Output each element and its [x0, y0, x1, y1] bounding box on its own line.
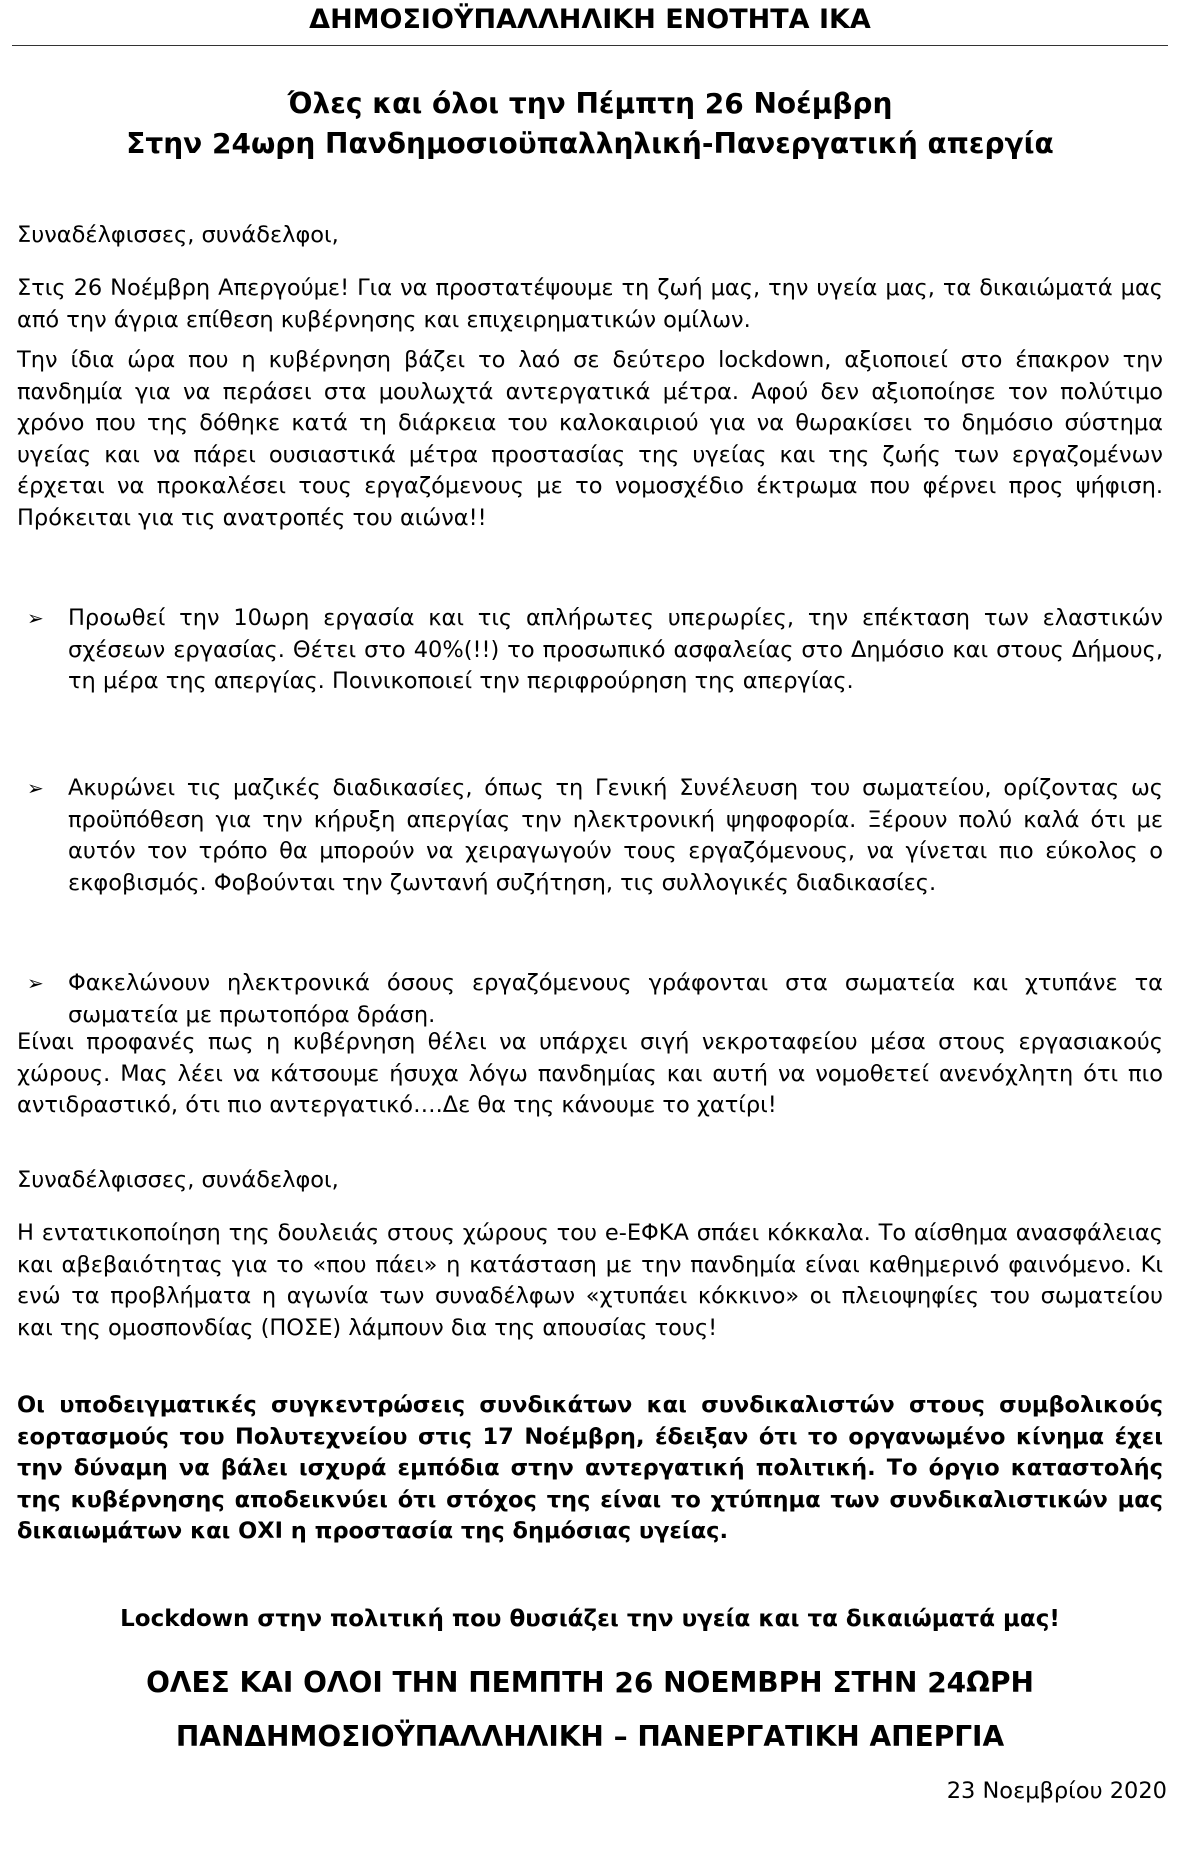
- paragraph-efka: Η εντατικοποίηση της δουλειάς στους χώρους του e-ΕΦΚΑ σπάει κόκκαλα. Το αίσθημα ανασφάλειας και αβεβαιότητας για το «που πάει» η κατάσταση με την πανδημία είναι καθημερινό φαινόμενο. Κι ενώ τα προβλήματα η αγωνία των συναδέλφων «χτυπάει κόκκινο» οι πλειοψηφίες του σωματείου και της ομοσπονδίας (ΠΟΣΕ) λάμπουν δια της απουσίας τους!: [17, 1220, 1163, 1341]
- paragraph-strike-intro: Στις 26 Νοέμβρη Απεργούμε! Για να προστατέψουμε τη ζωή μας, την υγεία μας, τα δικαιώματά μας από την άγρια επίθεση κυβέρνησης και επιχειρηματικών ομίλων.: [17, 275, 1163, 333]
- paragraph-lockdown: Την ίδια ώρα που η κυβέρνηση βάζει το λαό σε δεύτερο lockdown, αξιοποιεί στο έπακρον την πανδημία για να περάσει στα μουλωχτά αντεργατικά μέτρα. Αφού δεν αξιοποίησε τον πολύτιμο χρόνο που της δόθηκε κατά τη διάρκεια του καλοκαιριού για να θωρακίσει το δημόσιο σύστημα υγείας και να πάρει ουσιαστικά μέτρα προστασίας της υγείας και της ζωής των εργαζομένων έρχεται να προκαλέσει τους εργαζόμενους με το νομοσχέδιο έκτρωμα που φέρνει προς ψήφιση. Πρόκειται για τις ανατροπές του αιώνα!!: [17, 347, 1163, 531]
- arrowhead-bullet-icon: ➢: [27, 776, 44, 800]
- document-date: 23 Νοεμβρίου 2020: [946, 1778, 1167, 1804]
- bullet-item: [17, 773, 1163, 899]
- header-divider: [12, 45, 1168, 46]
- bullet-item: [17, 968, 1163, 1031]
- bullet-item: [17, 603, 1163, 698]
- title-line-2: Στην 24ωρη Πανδημοσιοϋπαλληλική-Πανεργατική απεργία: [126, 127, 1054, 160]
- organization-header: ΔΗΜΟΣΙΟΫΠΑΛΛΗΛΙΚΗ ΕΝΟΤΗΤΑ ΙΚΑ: [309, 4, 871, 35]
- paragraph-polytechnic: Οι υποδειγματικές συγκεντρώσεις συνδικάτων και συνδικαλιστών στους συμβολικούς εορτασμούς του Πολυτεχνείου στις 17 Νοέμβρη, έδειξαν ότι το οργανωμένο κίνημα έχει την δύναμη να βάλει ισχυρά εμπόδια στην αντεργατική πολιτική. Το όργιο καταστολής της κυβέρνησης αποδεικνύει ότι στόχος της είναι το χτύπημα των συνδικαλιστικών μας δικαιωμάτων και ΟΧΙ η προστασία της δημόσιας υγείας.: [17, 1392, 1163, 1544]
- call-line-1: ΟΛΕΣ ΚΑΙ ΟΛΟΙ ΤΗΝ ΠΕΜΠΤΗ 26 ΝΟΕΜΒΡΗ ΣΤΗΝ 24ΩΡΗ: [146, 1666, 1034, 1699]
- greeting: Συναδέλφισσες, συνάδελφοι,: [17, 222, 339, 248]
- arrowhead-bullet-icon: ➢: [27, 971, 44, 995]
- bullet-text: Φακελώνουν ηλεκτρονικά όσους εργαζόμενους γράφονται στα σωματεία και χτυπάνε τα σωματεία με πρωτοπόρα δράση.: [68, 970, 1163, 1028]
- arrowhead-bullet-icon: ➢: [27, 606, 44, 630]
- slogan: Lockdown στην πολιτική που θυσιάζει την υγεία και τα δικαιώματά μας!: [120, 1606, 1060, 1632]
- paragraph-silence: Είναι προφανές πως η κυβέρνηση θέλει να υπάρχει σιγή νεκροταφείου μέσα στους εργασιακούς χώρους. Μας λέει να κάτσουμε ήσυχα λόγω πανδημίας και αυτή να νομοθετεί ανενόχλητη ότι πιο αντιδραστικό, ότι πιο αντεργατικό….Δε θα της κάνουμε το χατίρι!: [17, 1029, 1163, 1118]
- greeting: Συναδέλφισσες, συνάδελφοι,: [17, 1167, 339, 1193]
- bullet-text: Ακυρώνει τις μαζικές διαδικασίες, όπως τη Γενική Συνέλευση του σωματείου, ορίζοντας ως προϋπόθεση για την κήρυξη απεργίας την ηλεκτρονική ψηφοφορία. Ξέρουν πολύ καλά ότι με αυτόν τον τρόπο θα μπορούν να χειραγωγούν τους εργαζόμενους, να γίνεται πιο εύκολος ο εκφοβισμός. Φοβούνται την ζωντανή συζήτηση, τις συλλογικές διαδικασίες.: [68, 775, 1163, 896]
- title-line-1: Όλες και όλοι την Πέμπτη 26 Νοέμβρη: [287, 87, 893, 120]
- call-line-2: ΠΑΝΔΗΜΟΣΙΟΫΠΑΛΛΗΛΙΚΗ – ΠΑΝΕΡΓΑΤΙΚΗ ΑΠΕΡΓΙΑ: [175, 1720, 1005, 1753]
- bullet-text: Προωθεί την 10ωρη εργασία και τις απλήρωτες υπερωρίες, την επέκταση των ελαστικών σχέσεων εργασίας. Θέτει στο 40%(!!) το προσωπικό ασφαλείας στο Δημόσιο και στους Δήμους, τη μέρα της απεργίας. Ποινικοποιεί την περιφρούρηση της απεργίας.: [68, 605, 1163, 694]
